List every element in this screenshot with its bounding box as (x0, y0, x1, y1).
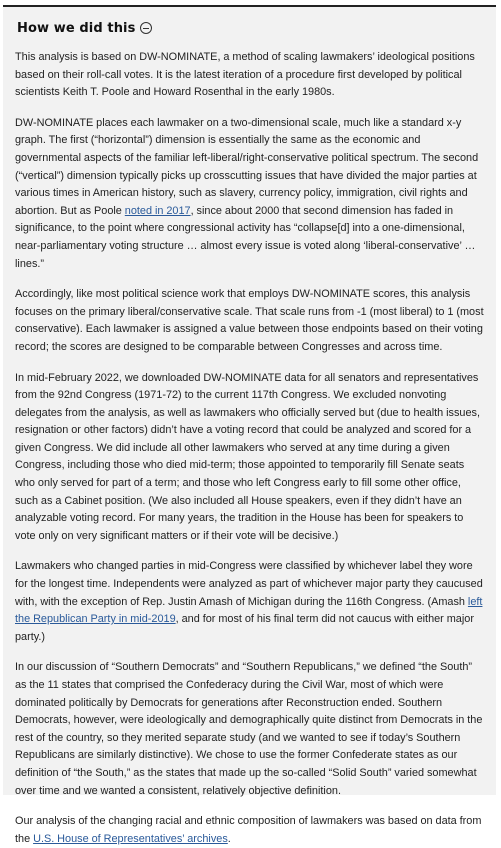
section-header[interactable] (17, 19, 484, 37)
text-span: DW-NOMINATE places each lawmaker on a two-dimensional scale, much like a standard x-y graph. The first (“horizontal”) dimension is essentially the same as the economic and governmental aspects of the familiar left-liberal/right-conservative political spectrum. The second (“vertical”) dimension typically picks up crosscutting issues that have divided the major parties at various times in American history, such as slavery, currency policy, immigration, civil rights and abortion. But as Poole (15, 116, 479, 217)
text-span: , since about 2000 that second dimension has faded in significance, to the point where congressional activity has “collapse[d] into a one-dimensional, near-parliamentary voting structure … almost every issue is voted along ‘liberal-conservative’ … lines.” (15, 204, 476, 270)
text-span: Our analysis of the changing racial and ethnic composition of lawmakers was based on data from the (15, 815, 482, 845)
link-house-archives[interactable]: U.S. House of Representatives’ archives (33, 832, 228, 845)
text-span: . (227, 832, 231, 845)
paragraph-party-changes (15, 558, 484, 646)
text-span: Lawmakers who changed parties in mid-Congress were classified by whichever label they wore for the longest time. Independents were analyzed as part of whichever major party they caucused with, with the exception of Rep. Justin Amash of Michigan during the 116th Congress. (Amash (15, 560, 483, 608)
methodology-panel (3, 5, 496, 845)
link-noted-in-2017[interactable]: noted in 2017 (124, 204, 191, 217)
paragraph-south-definition: In our discussion of “Southern Democrats” and “Southern Republicans,” we defined “the South” as the 11 states that comprised the Confederacy during the Civil War, most of which were dominated politically by Democrats for generations after Reconstruction ended. Southern Democrats, however, were ideologically and demographically quite distinct from Democrats in the rest of the country, so they merited separate study (and we wanted to see if today’s Southern Republicans are similarly distinctive). We chose to use the former Confederate states as our definition of “the South,” as the states that made up the so-called “Solid South” varied somewhat over time and we wanted a consistent, relatively objective definition. (15, 661, 483, 797)
paragraph-racial-composition (15, 813, 484, 848)
text-span: , and for most of his final term did not caucus with either major party.) (15, 613, 474, 643)
section-title: How we did this (17, 20, 136, 36)
paragraph-scale: Accordingly, like most political science work that employs DW-NOMINATE scores, this analysis focuses on the primary liberal/conservative scale. That scale runs from -1 (most liberal) to 1 (most conservative). Each lawmaker is assigned a value between those endpoints based on their voting record; the scores are designed to be comparable between Congresses and across time. (15, 288, 484, 353)
paragraph-dimensions (15, 115, 484, 273)
link-left-republican-party[interactable]: left the Republican Party in mid-2019 (15, 595, 483, 626)
collapse-minus-icon[interactable] (140, 22, 152, 34)
paragraph-intro: This analysis is based on DW-NOMINATE, a method of scaling lawmakers’ ideological positions based on their roll-call votes. It is the latest iteration of a procedure first developed by political scientists Keith T. Poole and Howard Rosenthal in the early 1980s. (15, 51, 475, 99)
paragraph-data-download: In mid-February 2022, we downloaded DW-NOMINATE data for all senators and representatives from the 92nd Congress (1971-72) to the current 117th Congress. We excluded nonvoting delegates from the analysis, as well as lawmakers who officially served but (due to health issues, resignation or other factors) didn’t have a voting record that could be analyzed and scored for a given Congress. We did include all other lawmakers who served at any time during a given Congress, including those who died mid-term; those appointed to temporarily fill Senate seats who only served for part of a term; and those who left Congress early to fill some other office, such as a Cabinet position. (We also included all House speakers, even if they didn’t have an analyzable voting record. For many years, the tradition in the House has been for speakers to vote only on very significant matters or if their vote will be decisive.) (15, 371, 481, 542)
